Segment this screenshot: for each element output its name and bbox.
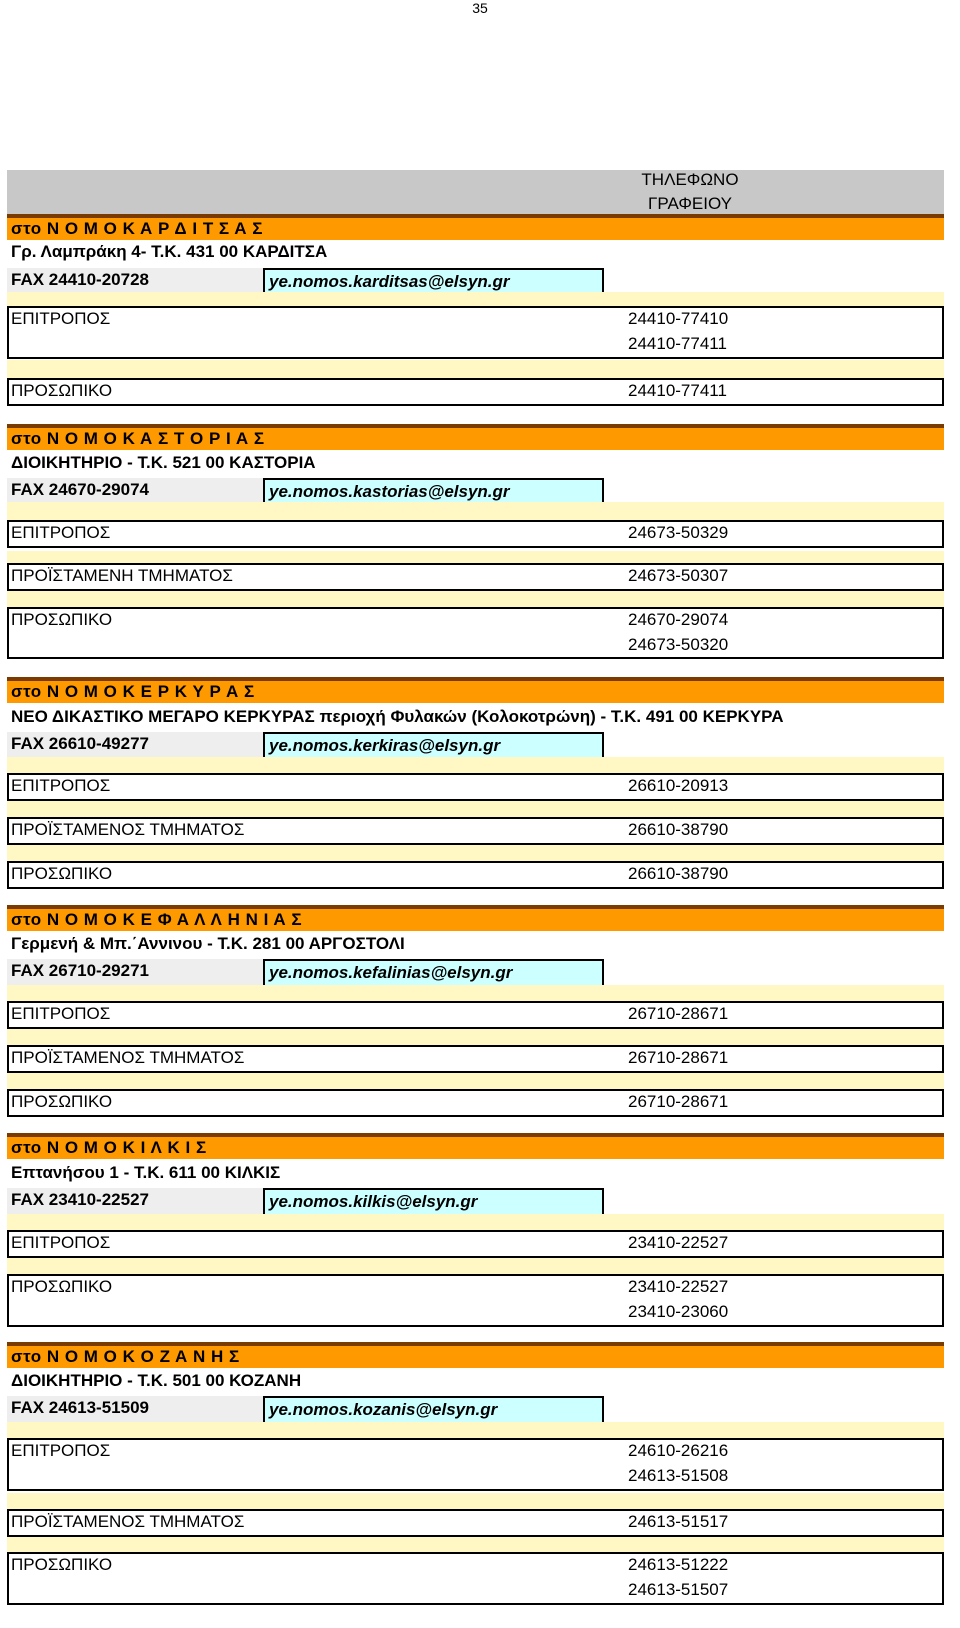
role-label: ΠΡΟΪΣΤΑΜΕΝΟΣ ΤΜΗΜΑΤΟΣ: [11, 820, 245, 839]
section-address: Γερμενή & Μπ.΄Αννινου - Τ.Κ. 281 00 ΑΡΓΟΣΤΟΛΙ: [11, 934, 405, 953]
row-highlight: [7, 292, 944, 306]
section-address: Επτανήσου 1 - Τ.Κ. 611 00 ΚΙΛΚΙΣ: [11, 1163, 281, 1182]
role-label: ΠΡΟΣΩΠΙΚΟ: [11, 381, 113, 400]
section-title: στο Ν Ο Μ Ο Κ Α Ρ Δ Ι Τ Σ Α Σ: [11, 219, 263, 238]
phone-number[interactable]: 24673-50329: [628, 523, 729, 542]
row-highlight: [7, 551, 944, 563]
row-highlight: [7, 1493, 944, 1509]
fax-number: FAX 23410-22527: [11, 1190, 149, 1209]
role-label: ΠΡΟΪΣΤΑΜΕΝΗ ΤΜΗΜΑΤΟΣ: [11, 566, 233, 585]
phone-number[interactable]: 24610-26216: [628, 1441, 729, 1460]
role-label: ΠΡΟΪΣΤΑΜΕΝΟΣ ΤΜΗΜΑΤΟΣ: [11, 1048, 245, 1067]
header-line-2: ΓΡΑΦΕΙΟΥ: [648, 194, 732, 213]
row-highlight: [7, 1422, 944, 1438]
row-box: [7, 1089, 944, 1117]
role-label: ΕΠΙΤΡΟΠΟΣ: [11, 1441, 111, 1460]
row-box: [7, 306, 944, 359]
phone-number[interactable]: 24670-29074: [628, 610, 729, 629]
phone-number[interactable]: 26610-38790: [628, 820, 729, 839]
row-highlight: [7, 1073, 944, 1089]
phone-number[interactable]: 26610-38790: [628, 864, 729, 883]
fax-number: FAX 26610-49277: [11, 734, 149, 753]
row-box: [7, 378, 944, 406]
role-label: ΕΠΙΤΡΟΠΟΣ: [11, 1004, 111, 1023]
phone-number[interactable]: 23410-23060: [628, 1302, 729, 1321]
role-label: ΠΡΟΣΩΠΙΚΟ: [11, 1277, 113, 1296]
section-address: ΝΕΟ ΔΙΚΑΣΤΙΚΟ ΜΕΓΑΡΟ ΚΕΡΚΥΡΑΣ περιοχή Φυλακών (Κολοκοτρώνη) - Τ.Κ. 491 00 ΚΕΡΚΥΡΑ: [11, 707, 784, 726]
role-label: ΕΠΙΤΡΟΠΟΣ: [11, 523, 111, 542]
email-link[interactable]: ye.nomos.kozanis@elsyn.gr: [263, 1396, 604, 1424]
email-link[interactable]: ye.nomos.karditsas@elsyn.gr: [263, 268, 604, 296]
phone-number[interactable]: 26610-20913: [628, 776, 729, 795]
role-label: ΠΡΟΣΩΠΙΚΟ: [11, 864, 113, 883]
email-link[interactable]: ye.nomos.kastorias@elsyn.gr: [263, 478, 604, 506]
row-highlight: [7, 1029, 944, 1045]
section-title: στο Ν Ο Μ Ο Κ Α Σ Τ Ο Ρ Ι Α Σ: [11, 429, 265, 448]
fax-number: FAX 24670-29074: [11, 480, 149, 499]
section-title: στο Ν Ο Μ Ο Κ Ε Φ Α Λ Λ Η Ν Ι Α Σ: [11, 910, 303, 929]
row-box: [7, 520, 944, 548]
phone-number[interactable]: 24673-50307: [628, 566, 729, 585]
role-label: ΠΡΟΪΣΤΑΜΕΝΟΣ ΤΜΗΜΑΤΟΣ: [11, 1512, 245, 1531]
phone-number[interactable]: 24613-51222: [628, 1555, 729, 1574]
row-highlight: [7, 1258, 944, 1274]
phone-number[interactable]: 24410-77410: [628, 309, 729, 328]
section-address: Γρ. Λαμπράκη 4- Τ.Κ. 431 00 ΚΑΡΔΙΤΣΑ: [11, 242, 328, 261]
row-box: [7, 861, 944, 889]
email-link[interactable]: ye.nomos.kerkiras@elsyn.gr: [263, 732, 604, 760]
phone-number[interactable]: 23410-22527: [628, 1233, 729, 1252]
row-box: [7, 1230, 944, 1258]
phone-number[interactable]: 24613-51508: [628, 1466, 729, 1485]
row-highlight: [7, 757, 944, 773]
role-label: ΕΠΙΤΡΟΠΟΣ: [11, 1233, 111, 1252]
row-highlight: [7, 1537, 944, 1552]
row-highlight: [7, 502, 944, 520]
email-link[interactable]: ye.nomos.kefalinias@elsyn.gr: [263, 959, 604, 987]
row-box: [7, 1552, 944, 1605]
row-highlight: [7, 801, 944, 817]
role-label: ΕΠΙΤΡΟΠΟΣ: [11, 309, 111, 328]
email-link[interactable]: ye.nomos.kilkis@elsyn.gr: [263, 1188, 604, 1216]
fax-number: FAX 26710-29271: [11, 961, 149, 980]
row-box: [7, 1438, 944, 1491]
role-label: ΠΡΟΣΩΠΙΚΟ: [11, 610, 113, 629]
phone-number[interactable]: 26710-28671: [628, 1004, 729, 1023]
section-title: στο Ν Ο Μ Ο Κ Ο Ζ Α Ν Η Σ: [11, 1347, 240, 1366]
fax-number: FAX 24613-51509: [11, 1398, 149, 1417]
section-address: ΔΙΟΙΚΗΤΗΡΙΟ - Τ.Κ. 521 00 ΚΑΣΤΟΡΙΑ: [11, 453, 316, 472]
fax-number: FAX 24410-20728: [11, 270, 149, 289]
section-title: στο Ν Ο Μ Ο Κ Ι Λ Κ Ι Σ: [11, 1138, 207, 1157]
phone-number[interactable]: 26710-28671: [628, 1048, 729, 1067]
row-box: [7, 607, 944, 659]
phone-number[interactable]: 24410-77411: [628, 381, 727, 400]
row-highlight: [7, 985, 944, 1001]
phone-number[interactable]: 24613-51517: [628, 1512, 729, 1531]
phone-number[interactable]: 23410-22527: [628, 1277, 729, 1296]
phone-number[interactable]: 26710-28671: [628, 1092, 729, 1111]
role-label: ΠΡΟΣΩΠΙΚΟ: [11, 1555, 113, 1574]
row-box: [7, 1001, 944, 1029]
section-title: στο Ν Ο Μ Ο Κ Ε Ρ Κ Υ Ρ Α Σ: [11, 682, 255, 701]
phone-number[interactable]: 24410-77411: [628, 334, 727, 353]
row-highlight: [7, 845, 944, 861]
header-line-1: ΤΗΛΕΦΩΝΟ: [641, 170, 739, 189]
row-highlight: [7, 1214, 944, 1230]
role-label: ΠΡΟΣΩΠΙΚΟ: [11, 1092, 113, 1111]
phone-number[interactable]: 24673-50320: [628, 635, 729, 654]
section-address: ΔΙΟΙΚΗΤΗΡΙΟ - Τ.Κ. 501 00 ΚΟΖΑΝΗ: [11, 1371, 302, 1390]
page-number: 35: [472, 0, 488, 16]
phone-number[interactable]: 24613-51507: [628, 1580, 729, 1599]
row-highlight: [7, 360, 944, 378]
role-label: ΕΠΙΤΡΟΠΟΣ: [11, 776, 111, 795]
row-box: [7, 1274, 944, 1327]
row-highlight: [7, 591, 944, 607]
row-box: [7, 773, 944, 801]
